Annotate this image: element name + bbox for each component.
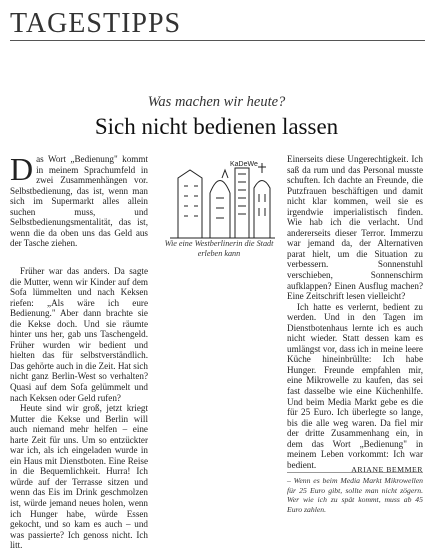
illustration-caption: Wie eine Westberlinerin die Stadt erleben kann [164, 239, 274, 258]
article-column-right [287, 154, 423, 470]
paragraph: Einerseits diese Ungerechtigkeit. Ich saß da rum und das Personal musste schuften. Ich dachte an Freunde, die Putzfrauen beschäftigen und damit nicht klar kommen, weil sie es irgendwie imperialistisch finden. Wie hab ich die verlacht. Und andererseits dieser Terror. Immerzu war jemand da, der Alternativen parat hielt, um die Situation zu verbessern. Sonnenstuhl verschieben, Sonnenschirm aufklappen? Einen Ausflug machen? Eine Zeitschrift lesen vielleicht? [287, 154, 423, 302]
paragraph: Ich hatte es verlernt, bedient zu werden. Und in den Tagen im Dienstbotenhaus lernte ich es auch nicht wieder. Statt dessen kam es umlängst vor, dass ich in meine leere Küche hineinbrüllte: Ich habe Hunger. Freunde empfahlen mir, eine Mikrowelle zu kaufen, das sei fast dasselbe wie eine Küchenhilfe. Und beim Media Markt gebe es die für 25 Euro. Ich überlegte so lange, bis die alle weg waren. Da fiel mir der dritte Zusammenhang ein, in dem das Wort „Bedienung" in meinem Leben vorkommt: Ich war bedient. [287, 301, 423, 470]
author-byline: ARIANE BEMMER [351, 465, 423, 474]
drop-cap: D [10, 151, 34, 187]
svg-text:KaDeWe: KaDeWe [230, 161, 258, 168]
article-column-left-top [10, 151, 148, 249]
section-title: TAGESTIPPS [10, 8, 182, 39]
section-header [10, 8, 425, 41]
paragraph: Heute sind wir groß, jetzt kriegt Mutter die Kekse und Berlin will auch niemand mehr helfen – eine harte Zeit für uns. Um so entzückter war ich, als ich eingeladen wurde in ein Haus mit Dienstboten. Eine Reise in die Bequemlichkeit. Hurra! Ich würde auf der Terrasse sitzen und wenn das Eis im Drink geschmolzen ist, würde jemand neues holen, wenn ich Hunger habe, würde Essen gekocht, und so kam es auch – und was passierte? Ich genoss nicht. Ich litt. [10, 403, 148, 551]
article-headline: Sich nicht bedienen lassen [94, 114, 339, 139]
article-kicker: Was machen wir heute? [147, 94, 286, 110]
paragraph: as Wort „Bedienung" kommt in meinem Sprachumfeld in zwei Zusammenhängen vor. Selbstbedienung, das ist, wenn man sich im Supermarkt alles allein suchen muss, und Selbstbedienungsmentalität, das ist, wenn die da oben uns das Geld aus der Tasche ziehen. [10, 154, 148, 249]
footnote: – Wenn es beim Media Markt Mikrowellen für 25 Euro gibt, sollte man nicht zögern. Wer wie ich zu spät kommt, muss ab 45 Euro zahlen. [287, 472, 423, 514]
paragraph: Früher war das anders. Da sagte die Mutter, wenn wir Kinder auf dem Sofa lümmelten und nach Keksen riefen: „Als wäre ich eure Bedienung." Aber dann brachte sie die Kekse doch. Und sie räumte hinter uns her, gab uns Taschengeld. Früher wurden wir bedient und hielten das für selbstverständlich. Das gehörte auch in die Zeit. Hat sich nicht ganz Berlin-West so verhalten? Quasi auf dem Sofa gelümmelt und nach Keksen oder Geld rufen? [10, 266, 148, 403]
article-column-wide [10, 266, 148, 551]
